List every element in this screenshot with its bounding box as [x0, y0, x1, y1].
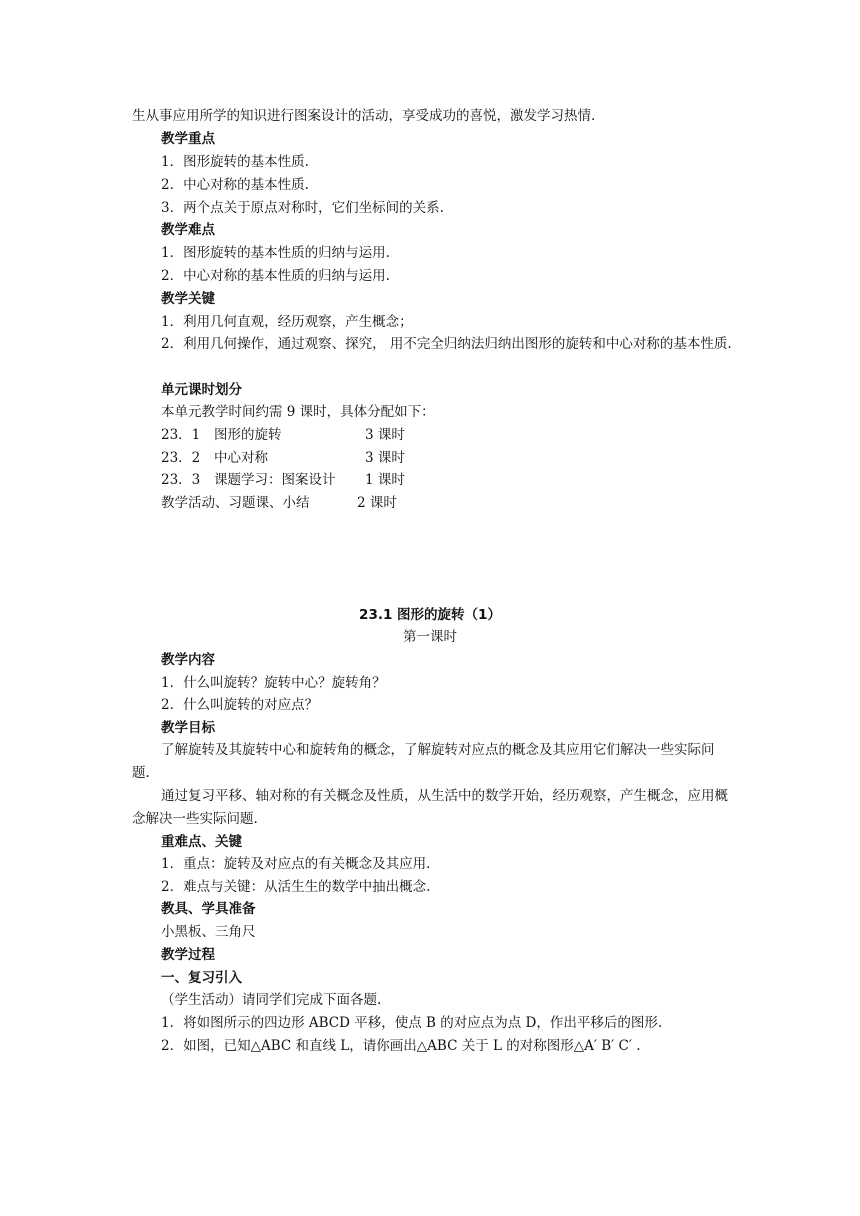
- intro-text-tail: 生从事应用所学的知识进行图案设计的活动，享受成功的喜悦，激发学习热情.: [132, 108, 596, 124]
- heading-goals: 教学目标: [161, 720, 215, 736]
- goal-paragraph: 了解旋转及其旋转中心和旋转角的概念，了解旋转对应点的概念及其应用它们解决一些实际问题.: [132, 742, 715, 781]
- heading-difficulties: 教学难点: [161, 222, 215, 238]
- content-item: 2．什么叫旋转的对应点？: [161, 697, 319, 713]
- schedule-row-hours: 2 课时: [357, 495, 397, 511]
- schedule-row: [0, 493, 860, 513]
- schedule-row-name: 中心对称: [214, 450, 268, 466]
- schedule-row-name: 课题学习：图案设计: [214, 472, 336, 488]
- difficulty-item: 1．图形旋转的基本性质的归纳与运用.: [161, 245, 390, 261]
- schedule-row-hours: 3 课时: [365, 450, 405, 466]
- schedule-row-hours: 1 课时: [365, 472, 405, 488]
- key-item: 1．利用几何直观，经历观察，产生概念；: [161, 314, 413, 330]
- schedule-row-name: 教学活动、习题课、小结: [161, 495, 310, 511]
- content-item: 1．什么叫旋转？旋转中心？旋转角？: [161, 675, 386, 691]
- schedule-row-number: 23．1: [161, 427, 201, 443]
- review-intro: （学生活动）请同学们完成下面各题.: [161, 992, 382, 1008]
- heading-key-points: 教学重点: [161, 131, 215, 147]
- heading-focus: 重难点、关键: [161, 834, 242, 850]
- key-item-paragraph: 2．利用几何操作，通过观察、探究， 用不完全归纳法归纳出图形的旋转和中心对称的基本性质.: [161, 336, 732, 352]
- lesson-subtitle: 第一课时: [403, 629, 457, 645]
- review-item: 2．如图，已知△ABC 和直线 L，请你画出△ABC 关于 L 的对称图形△A′ B′ C′ .: [161, 1038, 641, 1054]
- heading-keys: 教学关键: [161, 291, 215, 307]
- key-point-item: 1．图形旋转的基本性质.: [161, 154, 309, 170]
- schedule-row-name: 图形的旋转: [214, 427, 282, 443]
- schedule-row-number: 23．2: [161, 450, 201, 466]
- goal-paragraph: 通过复习平移、轴对称的有关概念及性质，从生活中的数学开始，经历观察，产生概念，应用概念解决一些实际问题.: [132, 788, 728, 827]
- review-item: 1．将如图所示的四边形 ABCD 平移，使点 B 的对应点为点 D，作出平移后的图形.: [161, 1015, 663, 1031]
- tools-text: 小黑板、三角尺: [161, 924, 256, 940]
- heading-tools: 教具、学具准备: [161, 901, 256, 917]
- schedule-intro: 本单元教学时间约需 9 课时，具体分配如下：: [161, 404, 435, 420]
- lesson-title: 23.1 图形的旋转（1）: [359, 607, 501, 623]
- schedule-row-hours: 3 课时: [365, 427, 405, 443]
- schedule-row: [0, 425, 860, 445]
- difficulty-item: 2．中心对称的基本性质的归纳与运用.: [161, 268, 390, 284]
- key-point-item: 2．中心对称的基本性质.: [161, 177, 309, 193]
- heading-schedule: 单元课时划分: [161, 382, 242, 398]
- focus-item: 1．重点：旋转及对应点的有关概念及其应用.: [161, 856, 431, 872]
- schedule-row: [0, 470, 860, 490]
- heading-content: 教学内容: [161, 652, 215, 668]
- schedule-row: [0, 448, 860, 468]
- heading-review: 一、复习引入: [161, 970, 242, 986]
- schedule-row-number: 23．3: [161, 472, 201, 488]
- key-point-item: 3．两个点关于原点对称时，它们坐标间的关系.: [161, 200, 444, 216]
- focus-item: 2．难点与关键：从活生生的数学中抽出概念.: [161, 879, 431, 895]
- heading-process: 教学过程: [161, 947, 215, 963]
